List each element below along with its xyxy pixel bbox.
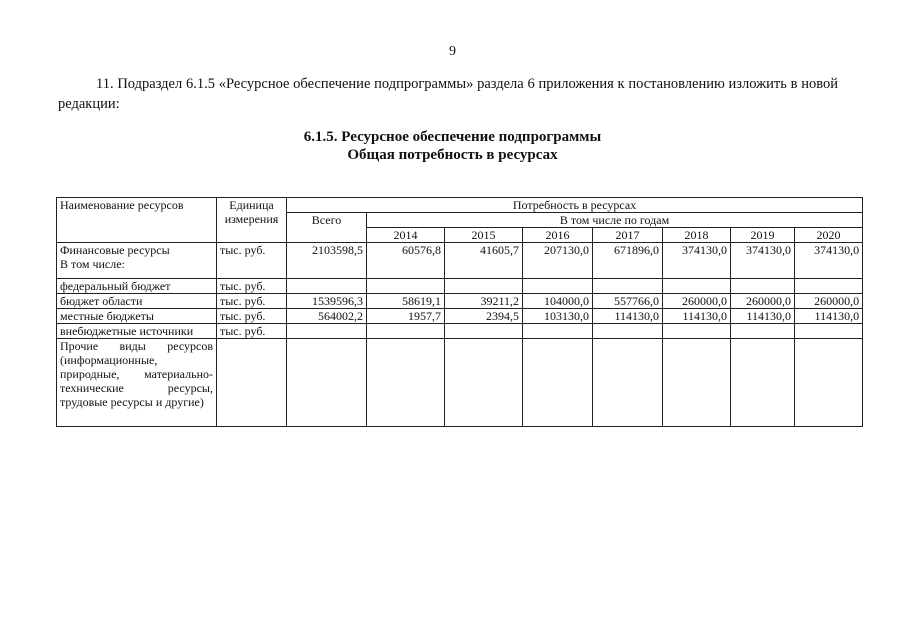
- row-value: [367, 339, 445, 427]
- row-value: [445, 279, 523, 294]
- header-year: 2020: [795, 228, 863, 243]
- intro-paragraph: 11. Подраздел 6.1.5 «Ресурсное обеспечение подпрограммы» раздела 6 приложения к постановлению изложить в новой редакции:: [58, 76, 838, 112]
- row-value: 103130,0: [523, 309, 593, 324]
- row-name: местные бюджеты: [57, 309, 217, 324]
- row-value: 374130,0: [663, 243, 731, 279]
- row-total: [287, 339, 367, 427]
- resources-table: [56, 197, 863, 427]
- header-year: 2018: [663, 228, 731, 243]
- row-value: 374130,0: [795, 243, 863, 279]
- page-number: 9: [449, 44, 456, 59]
- row-name: внебюджетные источники: [57, 324, 217, 339]
- header-year: 2017: [593, 228, 663, 243]
- row-value: [663, 339, 731, 427]
- header-year: 2015: [445, 228, 523, 243]
- row-value: [523, 279, 593, 294]
- row-unit: [217, 339, 287, 427]
- row-value: [795, 324, 863, 339]
- row-value: 260000,0: [795, 294, 863, 309]
- row-value: [731, 339, 795, 427]
- row-unit: тыс. руб.: [217, 309, 287, 324]
- table-row: [57, 324, 863, 339]
- row-value: [523, 339, 593, 427]
- row-value: 60576,8: [367, 243, 445, 279]
- section-title: 6.1.5. Ресурсное обеспечение подпрограммы: [303, 129, 602, 145]
- row-value: [731, 279, 795, 294]
- row-value: 114130,0: [593, 309, 663, 324]
- header-need: Потребность в ресурсах: [287, 198, 863, 213]
- row-value: [663, 324, 731, 339]
- header-year: 2014: [367, 228, 445, 243]
- row-value: 260000,0: [731, 294, 795, 309]
- row-value: 58619,1: [367, 294, 445, 309]
- row-unit: тыс. руб.: [217, 243, 287, 279]
- row-value: [663, 279, 731, 294]
- row-value: [523, 324, 593, 339]
- section-subtitle: Общая потребность в ресурсах: [347, 147, 558, 163]
- row-name: федеральный бюджет: [57, 279, 217, 294]
- row-total: [287, 279, 367, 294]
- row-total: [287, 324, 367, 339]
- row-value: 374130,0: [731, 243, 795, 279]
- header-year: 2016: [523, 228, 593, 243]
- row-name: Прочие виды ресурсов (информационные, природные, материально-технические ресурсы, трудовые ресурсы и другие): [57, 339, 217, 427]
- row-name: Финансовые ресурсы: [60, 243, 170, 257]
- row-value: 114130,0: [663, 309, 731, 324]
- row-value: 260000,0: [663, 294, 731, 309]
- row-value: [731, 324, 795, 339]
- row-value: 41605,7: [445, 243, 523, 279]
- header-year: 2019: [731, 228, 795, 243]
- header-total: Всего: [287, 213, 367, 243]
- row-value: [445, 324, 523, 339]
- table-row: [57, 279, 863, 294]
- row-value: [795, 279, 863, 294]
- row-value: [593, 339, 663, 427]
- section-heading: [0, 128, 905, 164]
- row-value: [593, 324, 663, 339]
- row-name-cell: [57, 243, 217, 279]
- row-value: 207130,0: [523, 243, 593, 279]
- row-value: 671896,0: [593, 243, 663, 279]
- row-value: 114130,0: [795, 309, 863, 324]
- table-row: [57, 339, 863, 427]
- row-unit: тыс. руб.: [217, 324, 287, 339]
- header-by-years: В том числе по годам: [367, 213, 863, 228]
- table-row: [57, 309, 863, 324]
- row-value: [795, 339, 863, 427]
- row-total: 1539596,3: [287, 294, 367, 309]
- row-total: 564002,2: [287, 309, 367, 324]
- row-value: 1957,7: [367, 309, 445, 324]
- row-value: [445, 339, 523, 427]
- row-value: [367, 324, 445, 339]
- header-resource-name: Наименование ресурсов: [57, 198, 217, 243]
- table-row: [57, 294, 863, 309]
- row-value: 114130,0: [731, 309, 795, 324]
- row-value: 2394,5: [445, 309, 523, 324]
- row-name: бюджет области: [57, 294, 217, 309]
- row-name-sub: В том числе:: [60, 257, 125, 271]
- row-unit: тыс. руб.: [217, 279, 287, 294]
- row-value: [367, 279, 445, 294]
- row-total: 2103598,5: [287, 243, 367, 279]
- table-row: [57, 243, 863, 279]
- row-unit: тыс. руб.: [217, 294, 287, 309]
- header-unit: Единица измерения: [217, 198, 287, 243]
- row-value: [593, 279, 663, 294]
- row-value: 557766,0: [593, 294, 663, 309]
- row-value: 104000,0: [523, 294, 593, 309]
- row-value: 39211,2: [445, 294, 523, 309]
